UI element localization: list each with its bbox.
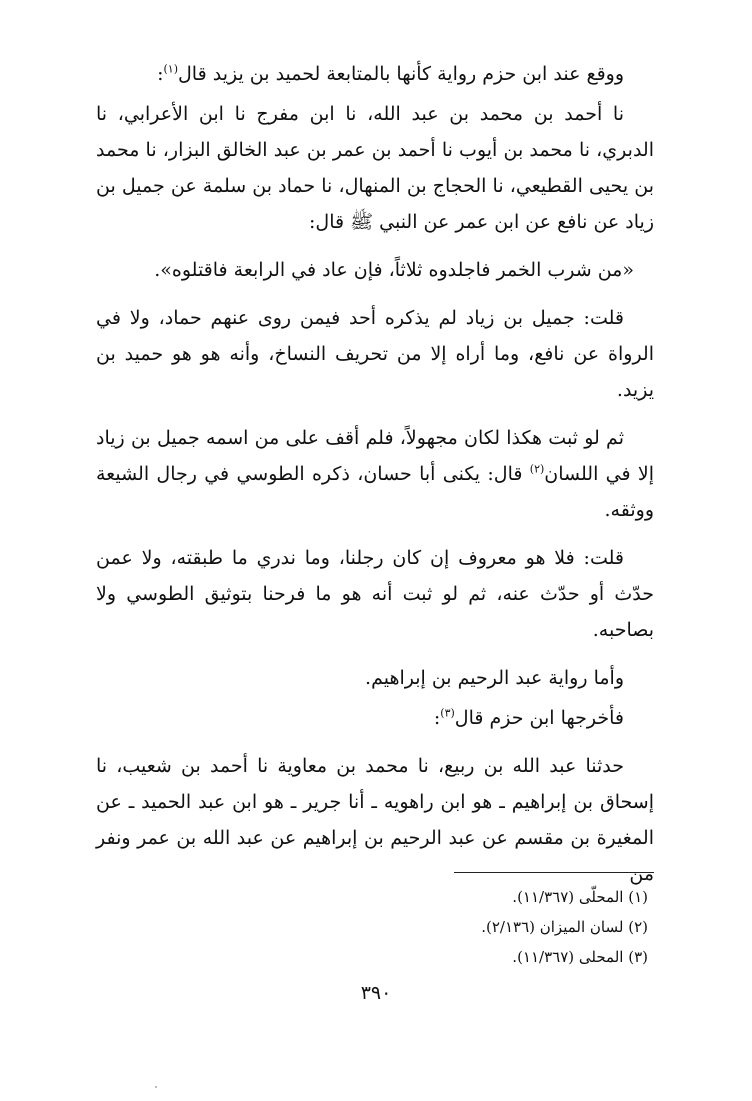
- footnote-ref: (٣): [440, 706, 455, 720]
- paragraph-tail: :: [433, 707, 441, 729]
- paragraph-ibn-hazm: [96, 700, 654, 736]
- paragraph-isnad-2: [96, 748, 654, 892]
- footnote-2: (٢) لسان الميزان (٢/١٣٦).: [481, 918, 648, 936]
- paragraph-text: حدثنا عبد الله بن ربيع، نا محمد بن معاوية نا أحمد بن شعيب، نا إسحاق بن إبراهيم ـ هو ابن راهويه ـ أنا جرير ـ هو ابن عبد الحميد ـ عن المغيرة بن مقسم عن عبد الرحيم بن إبراهيم عن عبد الله بن عمر ونفر من: [96, 755, 654, 885]
- page-number: ٣٩٠: [360, 982, 392, 1004]
- hadith-text: [96, 252, 654, 288]
- paragraph-text: ووقع عند ابن حزم رواية كأنها بالمتابعة لحميد بن يزيد قال: [178, 63, 624, 85]
- paragraph-text: «من شرب الخمر فاجلدوه ثلاثاً، فإن عاد في الرابعة فاقتلوه».: [154, 259, 634, 281]
- paragraph-text: قلت: جميل بن زياد لم يذكره أحد فيمن روى عنهم حماد، ولا في الرواة عن نافع، وما أراه إلا من تحريف النساخ، وأنه هو هو حميد بن يزيد.: [96, 307, 654, 401]
- paragraph-heading-riwaya: [96, 660, 654, 696]
- paragraph-isnad-1: [96, 96, 654, 240]
- footnote-ref: (٢): [529, 462, 545, 476]
- scan-dot: [155, 1086, 157, 1088]
- footnote-1: (١) المحلّى (١١/٣٦٧).: [512, 888, 648, 906]
- paragraph-text: ثم لو ثبت هكذا لكان مجهولاً، فلم أقف على من اسمه جميل بن زياد إلا في اللسان: [96, 427, 654, 485]
- footnote-divider: [454, 872, 654, 873]
- paragraph-tail: :: [157, 63, 164, 85]
- paragraph-tail: قال: يكنى أبا حسان، ذكره الطوسي في رجال الشيعة ووثقه.: [96, 463, 654, 521]
- footnote-ref: (١): [163, 62, 178, 76]
- paragraph-comment-3: [96, 540, 654, 648]
- paragraph-intro: [96, 56, 654, 92]
- paragraph-comment-2: [96, 420, 654, 528]
- paragraph-text: فأخرجها ابن حزم قال: [454, 707, 624, 729]
- footnote-3: (٣) المحلى (١١/٣٦٧).: [512, 948, 648, 966]
- paragraph-text: وأما رواية عبد الرحيم بن إبراهيم.: [365, 667, 624, 689]
- paragraph-text: قلت: فلا هو معروف إن كان رجلنا، وما ندري ما طبقته، ولا عمن حدّث أو حدّث عنه، ثم لو ثبت أنه هو ما فرحنا بتوثيق الطوسي ولا بصاحبه.: [96, 547, 654, 641]
- paragraph-text: نا أحمد بن محمد بن عبد الله، نا ابن مفرج نا ابن الأعرابي، نا الدبري، نا محمد بن أيوب نا أحمد بن عمر بن عبد الخالق البزار، نا محمد بن يحيى القطيعي، نا الحجاج بن المنهال، نا حماد بن سلمة عن جميل بن زياد عن نافع عن ابن عمر عن النبي ﷺ قال:: [96, 103, 654, 233]
- main-text: [96, 56, 654, 904]
- footnotes: [481, 882, 648, 972]
- paragraph-comment-1: [96, 300, 654, 408]
